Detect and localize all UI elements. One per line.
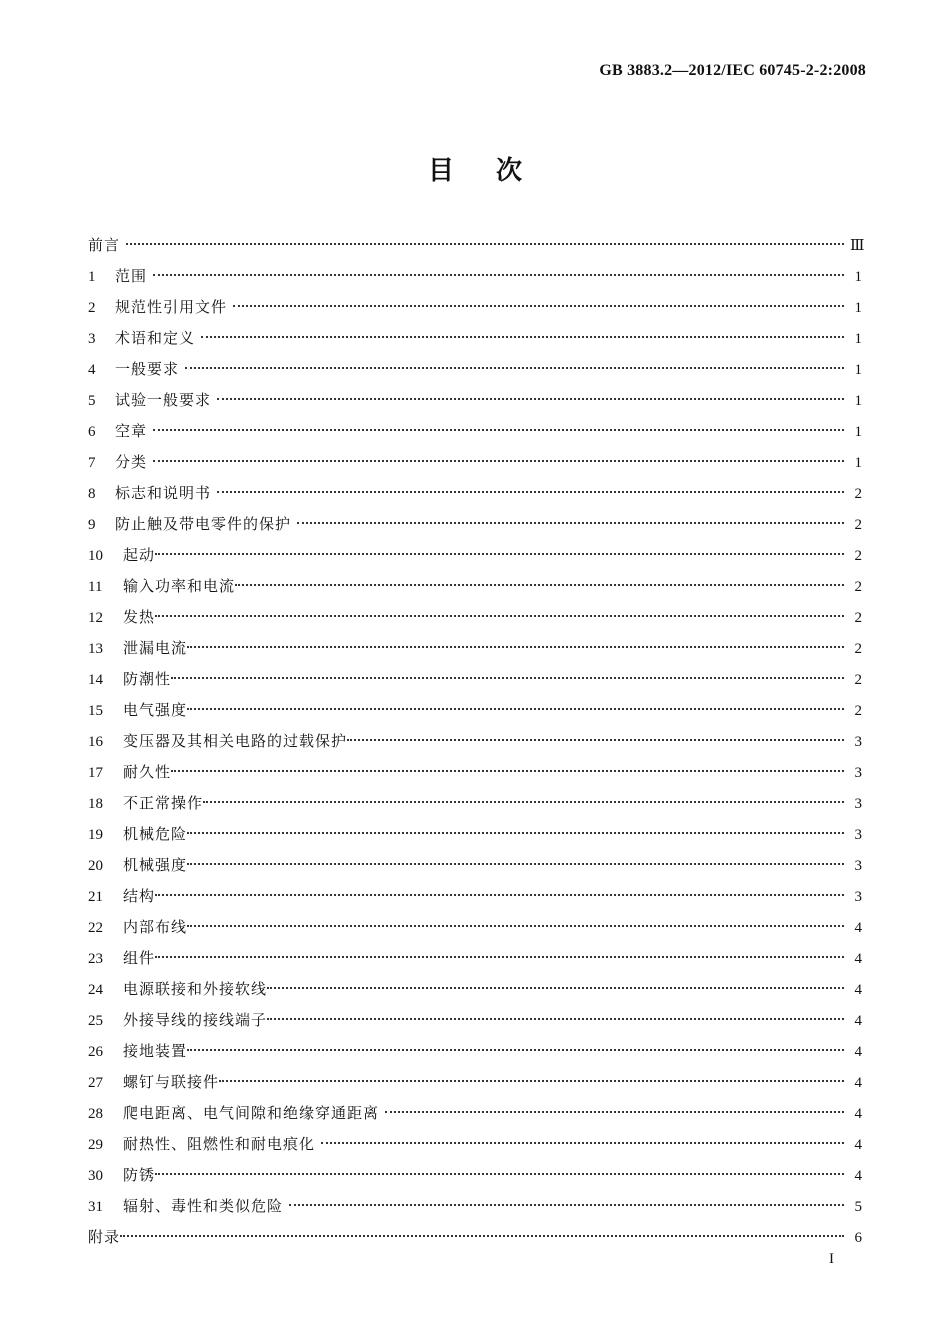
toc-entry-number: 22 <box>88 920 103 936</box>
toc-entry-page: 4 <box>854 920 862 936</box>
toc-entry-page: 4 <box>854 1013 862 1029</box>
toc-entry <box>88 478 862 509</box>
toc-entry-page: 4 <box>854 1168 862 1184</box>
toc-entry <box>88 819 862 850</box>
toc-entry-title: 术语和定义 <box>115 329 196 347</box>
toc-entry-number: 11 <box>88 579 103 595</box>
toc-entry-page: 5 <box>854 1199 862 1215</box>
toc-entry <box>88 1067 862 1098</box>
toc-entry-page: 1 <box>854 331 862 347</box>
toc-entry-title: 防潮性 <box>123 670 172 688</box>
toc-entry-title: 电源联接和外接软线 <box>123 980 268 998</box>
toc-entry-page: 4 <box>854 1075 862 1091</box>
toc-entry-title: 耐热性、阻燃性和耐电痕化 <box>123 1135 316 1153</box>
toc-dot-leader <box>233 305 844 307</box>
toc-entry-title: 机械强度 <box>123 856 188 874</box>
toc-entry <box>88 726 862 757</box>
toc-entry-title: 起动 <box>123 546 156 564</box>
toc-entry-page: 1 <box>854 269 862 285</box>
toc-entry-page: 4 <box>854 982 862 998</box>
toc-entry-title: 防锈 <box>123 1166 156 1184</box>
toc-entry-title: 前言 <box>88 236 121 254</box>
toc-dot-leader <box>155 1173 844 1175</box>
toc-entry-title: 外接导线的接线端子 <box>123 1011 268 1029</box>
toc-entry-title: 附录 <box>88 1228 121 1246</box>
toc-dot-leader <box>153 460 844 462</box>
toc-entry-number: 28 <box>88 1106 103 1122</box>
toc-entry-page: 1 <box>854 300 862 316</box>
toc-entry <box>88 1005 862 1036</box>
toc-entry <box>88 974 862 1005</box>
toc-entry-title: 输入功率和电流 <box>123 577 236 595</box>
toc-dot-leader <box>153 274 844 276</box>
toc-entry <box>88 354 862 385</box>
toc-dot-leader <box>289 1204 844 1206</box>
toc-entry-title: 结构 <box>123 887 156 905</box>
toc-entry <box>88 540 862 571</box>
toc-entry-number: 7 <box>88 455 96 471</box>
toc-entry-number: 27 <box>88 1075 103 1091</box>
toc-entry-title: 机械危险 <box>123 825 188 843</box>
toc-entry-number: 26 <box>88 1044 103 1060</box>
toc-entry <box>88 416 862 447</box>
toc-entry-title: 接地装置 <box>123 1042 188 1060</box>
toc-entry <box>88 1222 862 1253</box>
toc-entry <box>88 323 862 354</box>
table-of-contents <box>88 230 865 1253</box>
toc-entry-number: 21 <box>88 889 103 905</box>
toc-entry-page: 4 <box>854 951 862 967</box>
toc-entry-page: 1 <box>854 362 862 378</box>
toc-dot-leader <box>187 925 844 927</box>
toc-entry-number: 30 <box>88 1168 103 1184</box>
toc-entry <box>88 943 862 974</box>
toc-entry-title: 分类 <box>115 453 148 471</box>
toc-entry-title: 试验一般要求 <box>115 391 212 409</box>
toc-entry-page: 3 <box>854 765 862 781</box>
toc-entry-page: 2 <box>854 641 862 657</box>
toc-entry-number: 5 <box>88 393 96 409</box>
toc-entry-title: 泄漏电流 <box>123 639 188 657</box>
toc-dot-leader <box>203 801 844 803</box>
toc-entry-title: 空章 <box>115 422 148 440</box>
toc-entry-number: 24 <box>88 982 103 998</box>
toc-entry-number: 20 <box>88 858 103 874</box>
toc-entry-title: 范围 <box>115 267 148 285</box>
toc-dot-leader <box>235 584 844 586</box>
toc-entry-number: 14 <box>88 672 103 688</box>
toc-entry <box>88 881 862 912</box>
toc-entry-page: 6 <box>854 1230 862 1246</box>
toc-entry-page: 4 <box>854 1044 862 1060</box>
toc-entry-page: 3 <box>854 889 862 905</box>
toc-entry <box>88 912 862 943</box>
toc-entry <box>88 385 862 416</box>
toc-entry-number: 29 <box>88 1137 103 1153</box>
toc-entry-title: 防止触及带电零件的保护 <box>115 515 292 533</box>
toc-entry-number: 31 <box>88 1199 103 1215</box>
toc-entry-page: 2 <box>854 672 862 688</box>
toc-entry-page: 4 <box>854 1106 862 1122</box>
toc-entry-number: 1 <box>88 269 96 285</box>
toc-entry-number: 23 <box>88 951 103 967</box>
toc-entry-title: 耐久性 <box>123 763 172 781</box>
toc-dot-leader <box>155 956 844 958</box>
toc-dot-leader <box>187 863 844 865</box>
toc-dot-leader <box>155 894 844 896</box>
toc-entry <box>88 602 862 633</box>
toc-entry <box>88 447 862 478</box>
toc-entry <box>88 1129 862 1160</box>
toc-entry <box>88 757 862 788</box>
toc-dot-leader <box>155 615 844 617</box>
toc-dot-leader <box>187 646 844 648</box>
toc-dot-leader <box>201 336 844 338</box>
toc-dot-leader <box>126 243 844 245</box>
toc-entry-page: 2 <box>854 548 862 564</box>
toc-entry-number: 4 <box>88 362 96 378</box>
toc-dot-leader <box>217 491 844 493</box>
toc-entry-title: 规范性引用文件 <box>115 298 228 316</box>
toc-entry-number: 15 <box>88 703 103 719</box>
toc-entry-title: 辐射、毒性和类似危险 <box>123 1197 284 1215</box>
toc-dot-leader <box>321 1142 844 1144</box>
standard-code-header: GB 3883.2—2012/IEC 60745-2-2:2008 <box>599 62 866 79</box>
toc-entry-page: Ⅲ <box>850 238 865 254</box>
toc-dot-leader <box>185 367 844 369</box>
toc-dot-leader <box>171 770 844 772</box>
toc-dot-leader <box>217 398 844 400</box>
toc-entry <box>88 1191 862 1222</box>
toc-dot-leader <box>219 1080 844 1082</box>
toc-entry-number: 2 <box>88 300 96 316</box>
toc-entry-page: 2 <box>854 517 862 533</box>
toc-entry-title: 爬电距离、电气间隙和绝缘穿通距离 <box>123 1104 380 1122</box>
toc-dot-leader <box>171 677 844 679</box>
toc-entry-page: 1 <box>854 393 862 409</box>
toc-entry <box>88 1036 862 1067</box>
toc-entry <box>88 695 862 726</box>
toc-entry <box>88 633 862 664</box>
toc-entry-page: 4 <box>854 1137 862 1153</box>
toc-entry <box>88 571 862 602</box>
toc-entry-page: 3 <box>854 734 862 750</box>
toc-entry-number: 9 <box>88 517 96 533</box>
toc-entry-title: 组件 <box>123 949 156 967</box>
toc-entry-title: 电气强度 <box>123 701 188 719</box>
toc-entry <box>88 788 862 819</box>
toc-entry <box>88 664 862 695</box>
toc-dot-leader <box>187 1049 844 1051</box>
toc-dot-leader <box>155 553 844 555</box>
toc-dot-leader <box>267 1018 844 1020</box>
toc-dot-leader <box>187 832 844 834</box>
toc-entry-page: 2 <box>854 610 862 626</box>
page-title: 目次 <box>427 156 564 186</box>
page-number: I <box>829 1251 834 1267</box>
toc-entry-number: 16 <box>88 734 103 750</box>
toc-dot-leader <box>153 429 844 431</box>
toc-entry-title: 内部布线 <box>123 918 188 936</box>
toc-entry-page: 1 <box>854 424 862 440</box>
toc-entry <box>88 1098 862 1129</box>
toc-entry-page: 2 <box>854 486 862 502</box>
toc-dot-leader <box>187 708 844 710</box>
toc-entry-number: 13 <box>88 641 103 657</box>
toc-entry-title: 一般要求 <box>115 360 180 378</box>
toc-entry-number: 3 <box>88 331 96 347</box>
toc-dot-leader <box>347 739 844 741</box>
toc-dot-leader <box>297 522 844 524</box>
toc-entry-number: 25 <box>88 1013 103 1029</box>
toc-entry-title: 螺钉与联接件 <box>123 1073 220 1091</box>
toc-entry-number: 19 <box>88 827 103 843</box>
toc-entry-page: 2 <box>854 579 862 595</box>
toc-dot-leader <box>120 1235 844 1237</box>
toc-dot-leader <box>385 1111 844 1113</box>
toc-entry <box>88 292 862 323</box>
toc-entry-number: 8 <box>88 486 96 502</box>
toc-entry-page: 2 <box>854 703 862 719</box>
toc-entry <box>88 230 865 261</box>
toc-entry-number: 12 <box>88 610 103 626</box>
toc-entry-title: 发热 <box>123 608 156 626</box>
toc-entry-title: 变压器及其相关电路的过载保护 <box>123 732 348 750</box>
toc-entry <box>88 1160 862 1191</box>
toc-entry <box>88 850 862 881</box>
toc-entry-page: 3 <box>854 796 862 812</box>
toc-entry <box>88 261 862 292</box>
toc-entry <box>88 509 862 540</box>
toc-entry-number: 6 <box>88 424 96 440</box>
toc-entry-page: 3 <box>854 827 862 843</box>
toc-entry-number: 18 <box>88 796 103 812</box>
toc-entry-number: 10 <box>88 548 103 564</box>
toc-entry-title: 不正常操作 <box>123 794 204 812</box>
toc-entry-page: 1 <box>854 455 862 471</box>
toc-entry-page: 3 <box>854 858 862 874</box>
toc-dot-leader <box>267 987 844 989</box>
toc-entry-number: 17 <box>88 765 103 781</box>
toc-entry-title: 标志和说明书 <box>115 484 212 502</box>
